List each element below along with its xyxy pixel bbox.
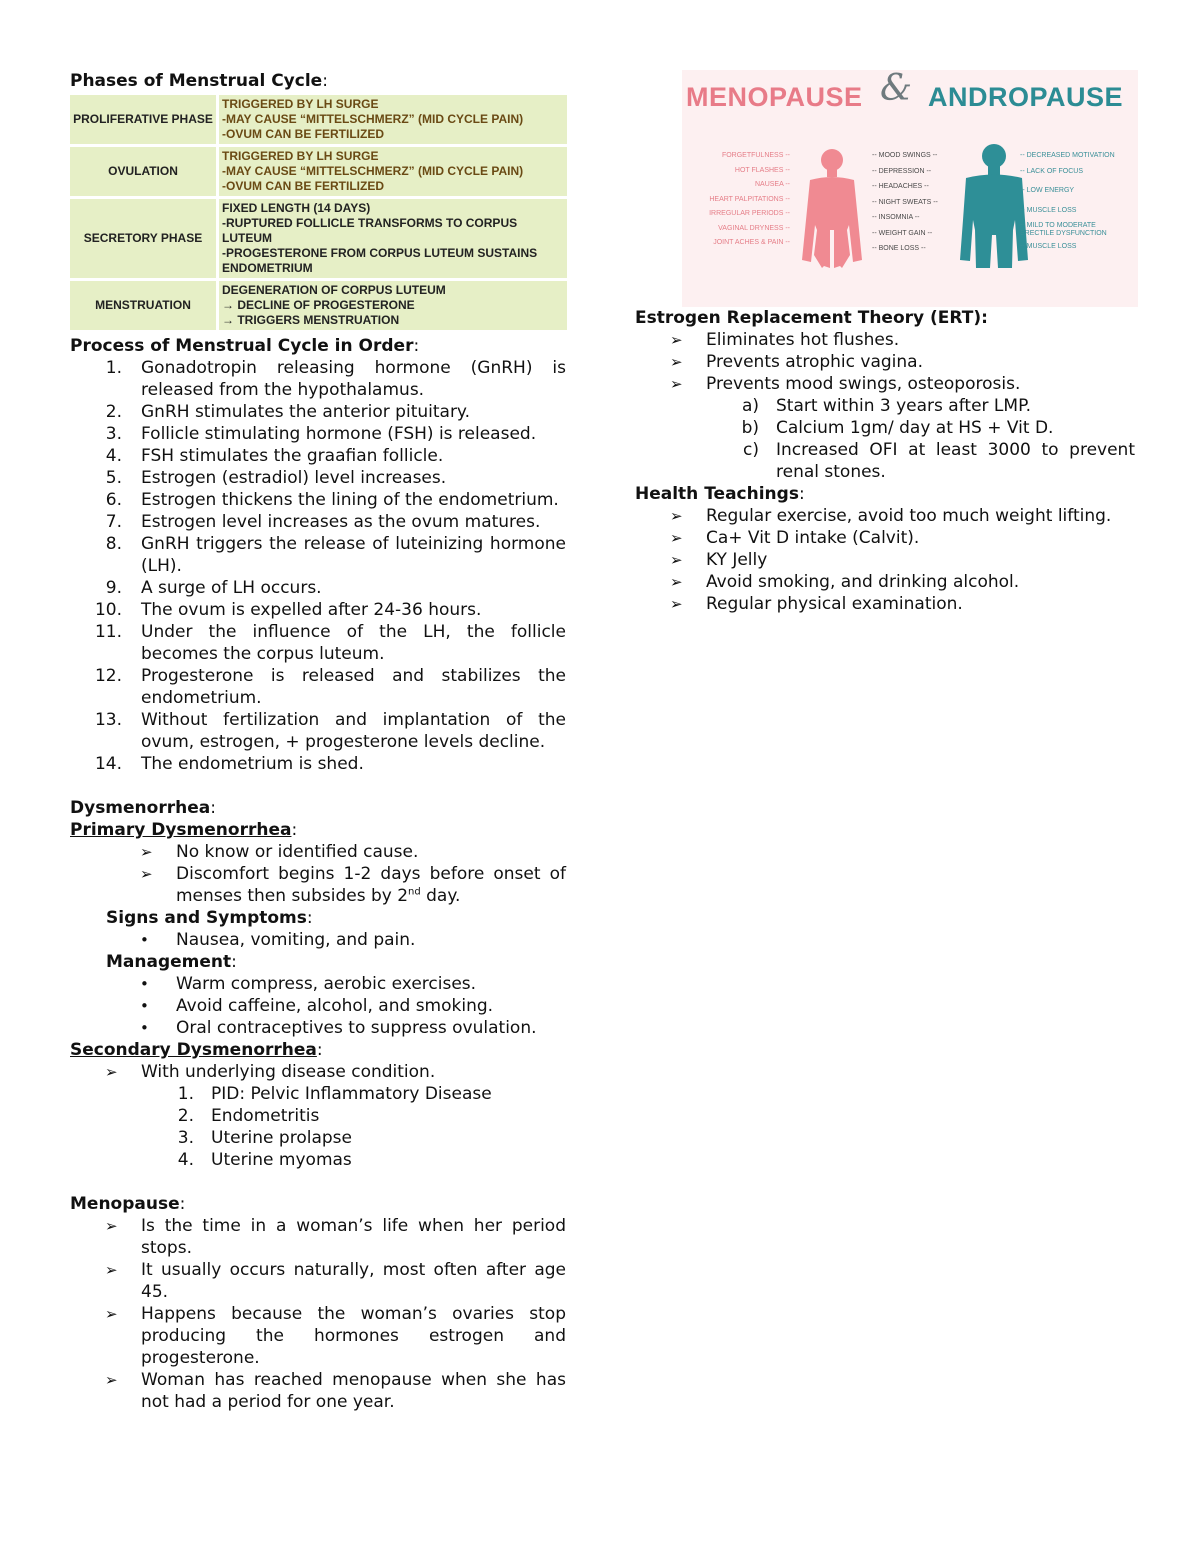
phase-description-line: -OVUM CAN BE FERTILIZED: [222, 127, 384, 141]
phase-description: [216, 95, 567, 144]
shared-symptom-text: INSOMNIA: [878, 214, 913, 221]
female-symptom-label: HEART PALPITATIONS --: [709, 195, 790, 203]
female-symptom-label: IRREGULAR PERIODS --: [709, 210, 790, 217]
process-step-number: 2.: [105, 402, 122, 422]
ert-list: [635, 329, 1135, 395]
ert-sub-letter: b): [741, 418, 759, 438]
process-step: [70, 445, 566, 467]
male-symptom-label: -- LACK OF FOCUS: [1020, 168, 1084, 175]
shared-symptom-label: -- MOOD SWINGS --: [872, 152, 938, 159]
phase-row: [70, 147, 567, 196]
phase-description-line: FIXED LENGTH (14 DAYS): [222, 201, 371, 215]
process-step: [70, 401, 566, 423]
process-step-text: The ovum is expelled after 24-36 hours.: [141, 600, 482, 620]
process-step-number: 11.: [94, 622, 122, 642]
secondary-cause-text: Uterine prolapse: [211, 1128, 352, 1148]
list-item-text: Regular exercise, avoid too much weight lifting.: [706, 506, 1112, 526]
process-step-number: 4.: [105, 446, 122, 466]
male-symptom-text: MILD TO MODERATE ERECTILE DYSFUNCTION: [1020, 222, 1107, 237]
process-step-text: Progesterone is released and stabilizes the endometrium.: [141, 666, 566, 708]
phase-description-line: -RUPTURED FOLLICLE TRANSFORMS TO CORPUS LUTEUM: [222, 216, 518, 245]
arrow-bullet-icon: ➢: [670, 331, 683, 349]
arrow-bullet-icon: ➢: [105, 1063, 118, 1081]
dot-bullet-icon: •: [140, 1019, 149, 1037]
phase-description-line: -MAY CAUSE “MITTELSCHMERZ” (MID CYCLE PAIN): [222, 164, 524, 178]
secondary-cause: [70, 1105, 566, 1127]
process-step-text: Estrogen level increases as the ovum matures.: [141, 512, 541, 532]
shared-symptom-text: WEIGHT GAIN: [878, 229, 926, 237]
female-body-icon: [802, 149, 862, 268]
infographic-title-menopause: MENOPAUSE: [686, 82, 863, 112]
female-symptom-label: NAUSEA --: [754, 181, 790, 188]
dysmenorrhea-heading: Dysmenorrhea:: [70, 798, 216, 818]
shared-symptom-label: -- NIGHT SWEATS --: [872, 198, 938, 206]
right-column: [635, 307, 1135, 615]
process-step-text: Estrogen (estradiol) level increases.: [141, 468, 447, 488]
process-step-number: 5.: [105, 468, 122, 488]
process-step-text: A surge of LH occurs.: [141, 578, 322, 598]
shared-symptom-text: MOOD SWINGS: [878, 152, 931, 159]
male-symptom-label: -- MILD TO MODERATE ERECTILE DYSFUNCTION: [1020, 222, 1107, 237]
secondary-causes-list: [70, 1083, 566, 1171]
shared-symptom-text: BONE LOSS: [878, 245, 920, 252]
process-steps-list: [70, 357, 566, 775]
dot-bullet-icon: •: [140, 975, 149, 993]
phase-description-line: → DECLINE OF PROGESTERONE: [222, 298, 415, 312]
phase-row: [70, 199, 567, 278]
male-symptom-label: -- MUSCLE LOSS: [1020, 207, 1077, 214]
arrow-bullet-icon: ➢: [670, 551, 683, 569]
phase-description-line: -OVUM CAN BE FERTILIZED: [222, 179, 384, 193]
list-item-text: Happens because the woman’s ovaries stop producing the hormones estrogen and progesterone.: [141, 1304, 566, 1368]
list-item: [70, 1259, 566, 1303]
list-item-text: Woman has reached menopause when she has not had a period for one year.: [141, 1370, 566, 1412]
signs-item: • Nausea, vomiting, and pain.: [140, 930, 416, 950]
arrow-bullet-icon: ➢: [670, 353, 683, 371]
female-symptom-text: IRREGULAR PERIODS: [709, 210, 784, 217]
process-step-text: Gonadotropin releasing hormone (GnRH) is released from the hypothalamus.: [141, 358, 566, 400]
secondary-cause-text: PID: Pelvic Inflammatory Disease: [211, 1084, 492, 1104]
process-step: [70, 753, 566, 775]
arrow-bullet-icon: ➢: [140, 843, 153, 861]
arrow-bullet-icon: ➢: [105, 1261, 118, 1279]
process-step-number: 6.: [105, 490, 122, 510]
ert-heading: Estrogen Replacement Theory (ERT):: [635, 308, 988, 328]
arrow-bullet-icon: ➢: [140, 865, 153, 883]
arrow-bullet-icon: ➢: [105, 1217, 118, 1235]
process-step-number: 13.: [94, 710, 122, 730]
ert-sub-text: Increased OFI at least 3000 to prevent renal stones.: [776, 440, 1135, 482]
phase-description: [216, 147, 567, 196]
female-symptom-label: FORGETFULNESS --: [721, 152, 790, 159]
ert-sub-item: [635, 395, 1135, 417]
infographic-title-andropause: ANDROPAUSE: [928, 82, 1124, 112]
process-step-text: Under the influence of the LH, the follicle becomes the corpus luteum.: [141, 622, 566, 664]
list-item: [70, 1303, 566, 1369]
list-item: [635, 505, 1135, 527]
male-symptom-label: -- LOW ENERGY: [1020, 187, 1075, 194]
shared-symptom-label: -- WEIGHT GAIN --: [872, 229, 933, 237]
ert-sub-letter: c): [743, 440, 759, 460]
ert-sub-text: Calcium 1gm/ day at HS + Vit D.: [776, 418, 1054, 438]
process-step-text: FSH stimulates the graafian follicle.: [141, 446, 444, 466]
phase-description-line: -MAY CAUSE “MITTELSCHMERZ” (MID CYCLE PAIN): [222, 112, 524, 126]
phase-name: SECRETORY PHASE: [70, 199, 216, 278]
process-step: [70, 533, 566, 577]
secondary-cause-number: 2.: [177, 1106, 194, 1126]
male-symptom-label: -- DECREASED MOTIVATION: [1020, 152, 1115, 159]
list-item-text: KY Jelly: [706, 550, 768, 570]
ert-sub-letter: a): [741, 396, 759, 416]
phase-row: [70, 281, 567, 330]
list-item: [635, 593, 1135, 615]
arrow-bullet-icon: ➢: [670, 507, 683, 525]
secondary-item: ➢ With underlying disease condition.: [105, 1062, 436, 1082]
process-step-number: 14.: [94, 754, 122, 774]
list-item: [70, 1369, 566, 1413]
dot-bullet-icon: •: [140, 931, 149, 949]
male-symptom-label: -- MUSCLE LOSS: [1020, 243, 1077, 250]
primary-item-1: ➢ No know or identified cause.: [140, 842, 419, 862]
arrow-bullet-icon: ➢: [105, 1305, 118, 1323]
shared-symptom-text: DEPRESSION: [878, 167, 925, 175]
process-step-number: 12.: [94, 666, 122, 686]
male-body-icon: [960, 144, 1028, 268]
phase-description-line: → TRIGGERS MENSTRUATION: [222, 313, 400, 327]
management-item: • Avoid caffeine, alcohol, and smoking.: [140, 996, 494, 1016]
secondary-cause: [70, 1127, 566, 1149]
female-symptom-label: HOT FLASHES --: [734, 166, 790, 174]
shared-symptom-label: -- HEADACHES --: [872, 183, 929, 190]
list-item: [635, 549, 1135, 571]
phase-description: [216, 199, 567, 278]
phase-description-line: DEGENERATION OF CORPUS LUTEUM: [222, 283, 446, 297]
process-step-text: The endometrium is shed.: [141, 754, 364, 774]
process-step-text: Without fertilization and implantation of the ovum, estrogen, + progesterone levels decline.: [141, 710, 566, 752]
management-heading: Management:: [106, 952, 237, 972]
secondary-cause: [70, 1083, 566, 1105]
process-step: [70, 665, 566, 709]
phase-row: [70, 95, 567, 144]
female-symptom-text: NAUSEA: [754, 181, 784, 188]
dot-bullet-icon: •: [140, 997, 149, 1015]
ert-sub-item: [635, 439, 1135, 483]
signs-heading: Signs and Symptoms:: [106, 908, 313, 928]
shared-symptom-label: -- BONE LOSS --: [872, 245, 926, 252]
arrow-bullet-icon: ➢: [670, 529, 683, 547]
phases-heading: Phases of Menstrual Cycle:: [70, 71, 328, 91]
process-step: [70, 599, 566, 621]
female-symptom-text: JOINT ACHES & PAIN: [713, 239, 784, 246]
male-symptom-text: LOW ENERGY: [1026, 187, 1075, 194]
arrow-bullet-icon: ➢: [105, 1371, 118, 1389]
phases-table-body: [70, 95, 567, 330]
process-step: [70, 467, 566, 489]
management-item: • Oral contraceptives to suppress ovulation.: [140, 1018, 537, 1038]
female-symptom-label: JOINT ACHES & PAIN --: [713, 239, 790, 246]
female-symptom-text: HOT FLASHES: [734, 166, 784, 174]
process-step: [70, 577, 566, 599]
secondary-cause-text: Endometritis: [211, 1106, 320, 1126]
male-symptom-text: MUSCLE LOSS: [1026, 243, 1077, 250]
phase-name: OVULATION: [70, 147, 216, 196]
process-step-text: GnRH triggers the release of luteinizing hormone (LH).: [141, 534, 566, 576]
shared-symptom-label: -- INSOMNIA --: [872, 214, 920, 221]
arrow-bullet-icon: ➢: [670, 375, 683, 393]
process-step-text: Follicle stimulating hormone (FSH) is released.: [141, 424, 537, 444]
list-item: [635, 351, 1135, 373]
shared-symptom-text: HEADACHES: [878, 183, 923, 190]
process-step: [70, 511, 566, 533]
list-item-text: Eliminates hot flushes.: [706, 330, 900, 350]
phase-name: MENSTRUATION: [70, 281, 216, 330]
process-step-number: 10.: [94, 600, 122, 620]
phase-description-line: -PROGESTERONE FROM CORPUS LUTEUM SUSTAINS ENDOMETRIUM: [222, 246, 538, 275]
process-step-number: 8.: [105, 534, 122, 554]
phase-description: [216, 281, 567, 330]
arrow-bullet-icon: ➢: [670, 573, 683, 591]
arrow-bullet-icon: ➢: [670, 595, 683, 613]
list-item-text: Avoid smoking, and drinking alcohol.: [706, 572, 1020, 592]
list-item-text: Prevents atrophic vagina.: [706, 352, 923, 372]
health-heading: Health Teachings:: [635, 484, 805, 504]
process-step: [70, 423, 566, 445]
process-step-number: 9.: [105, 578, 122, 598]
secondary-cause-number: 3.: [177, 1128, 194, 1148]
female-symptom-label: VAGINAL DRYNESS --: [718, 224, 790, 232]
process-step-number: 7.: [105, 512, 122, 532]
menopause-list: [70, 1215, 566, 1413]
management-item: • Warm compress, aerobic exercises.: [140, 974, 477, 994]
male-symptom-text: DECREASED MOTIVATION: [1026, 152, 1115, 159]
list-item: [635, 329, 1135, 351]
process-step: [70, 621, 566, 665]
phase-name: PROLIFERATIVE PHASE: [70, 95, 216, 144]
secondary-cause-number: 1.: [177, 1084, 194, 1104]
shared-symptom-label: -- DEPRESSION --: [872, 167, 932, 175]
shared-symptom-text: NIGHT SWEATS: [878, 198, 932, 206]
primary-item-2: ➢ Discomfort begins 1-2 days before onset of menses then subsides by 2nd day.: [140, 864, 566, 906]
infographic-title-ampersand: &: [880, 68, 913, 109]
female-symptom-text: VAGINAL DRYNESS: [718, 224, 784, 232]
process-step-number: 3.: [105, 424, 122, 444]
list-item: [635, 571, 1135, 593]
health-list: [635, 505, 1135, 615]
process-step: [70, 489, 566, 511]
list-item-text: It usually occurs naturally, most often after age 45.: [141, 1260, 566, 1302]
process-heading: Process of Menstrual Cycle in Order:: [70, 336, 420, 356]
list-item: [635, 527, 1135, 549]
list-item-text: Prevents mood swings, osteoporosis.: [706, 374, 1021, 394]
menopause-andropause-infographic: [682, 70, 1138, 307]
process-step-number: 1.: [105, 358, 122, 378]
phase-description-line: TRIGGERED BY LH SURGE: [222, 149, 379, 163]
secondary-dysmenorrhea-heading: Secondary Dysmenorrhea:: [70, 1040, 323, 1060]
male-symptom-text: MUSCLE LOSS: [1026, 207, 1077, 214]
female-symptom-text: HEART PALPITATIONS: [709, 195, 784, 203]
list-item: [70, 1215, 566, 1259]
process-step: [70, 709, 566, 753]
primary-dysmenorrhea-heading: Primary Dysmenorrhea:: [70, 820, 298, 840]
process-step: [70, 357, 566, 401]
male-symptom-text: LACK OF FOCUS: [1026, 168, 1084, 175]
secondary-cause: [70, 1149, 566, 1171]
list-item: [635, 373, 1135, 395]
list-item-text: Is the time in a woman’s life when her period stops.: [141, 1216, 566, 1258]
process-step-text: Estrogen thickens the lining of the endometrium.: [141, 490, 559, 510]
menopause-heading: Menopause:: [70, 1194, 186, 1214]
secondary-cause-text: Uterine myomas: [211, 1150, 352, 1170]
process-step-text: GnRH stimulates the anterior pituitary.: [141, 402, 470, 422]
phase-description-line: TRIGGERED BY LH SURGE: [222, 97, 379, 111]
list-item-text: Ca+ Vit D intake (Calvit).: [706, 528, 920, 548]
phases-table: [70, 92, 567, 333]
left-column: [70, 70, 566, 1413]
secondary-cause-number: 4.: [177, 1150, 194, 1170]
ert-sub-text: Start within 3 years after LMP.: [776, 396, 1032, 416]
ert-sub-item: [635, 417, 1135, 439]
list-item-text: Regular physical examination.: [706, 594, 963, 614]
female-symptom-text: FORGETFULNESS: [721, 152, 784, 159]
ert-sub-list: [635, 395, 1135, 483]
